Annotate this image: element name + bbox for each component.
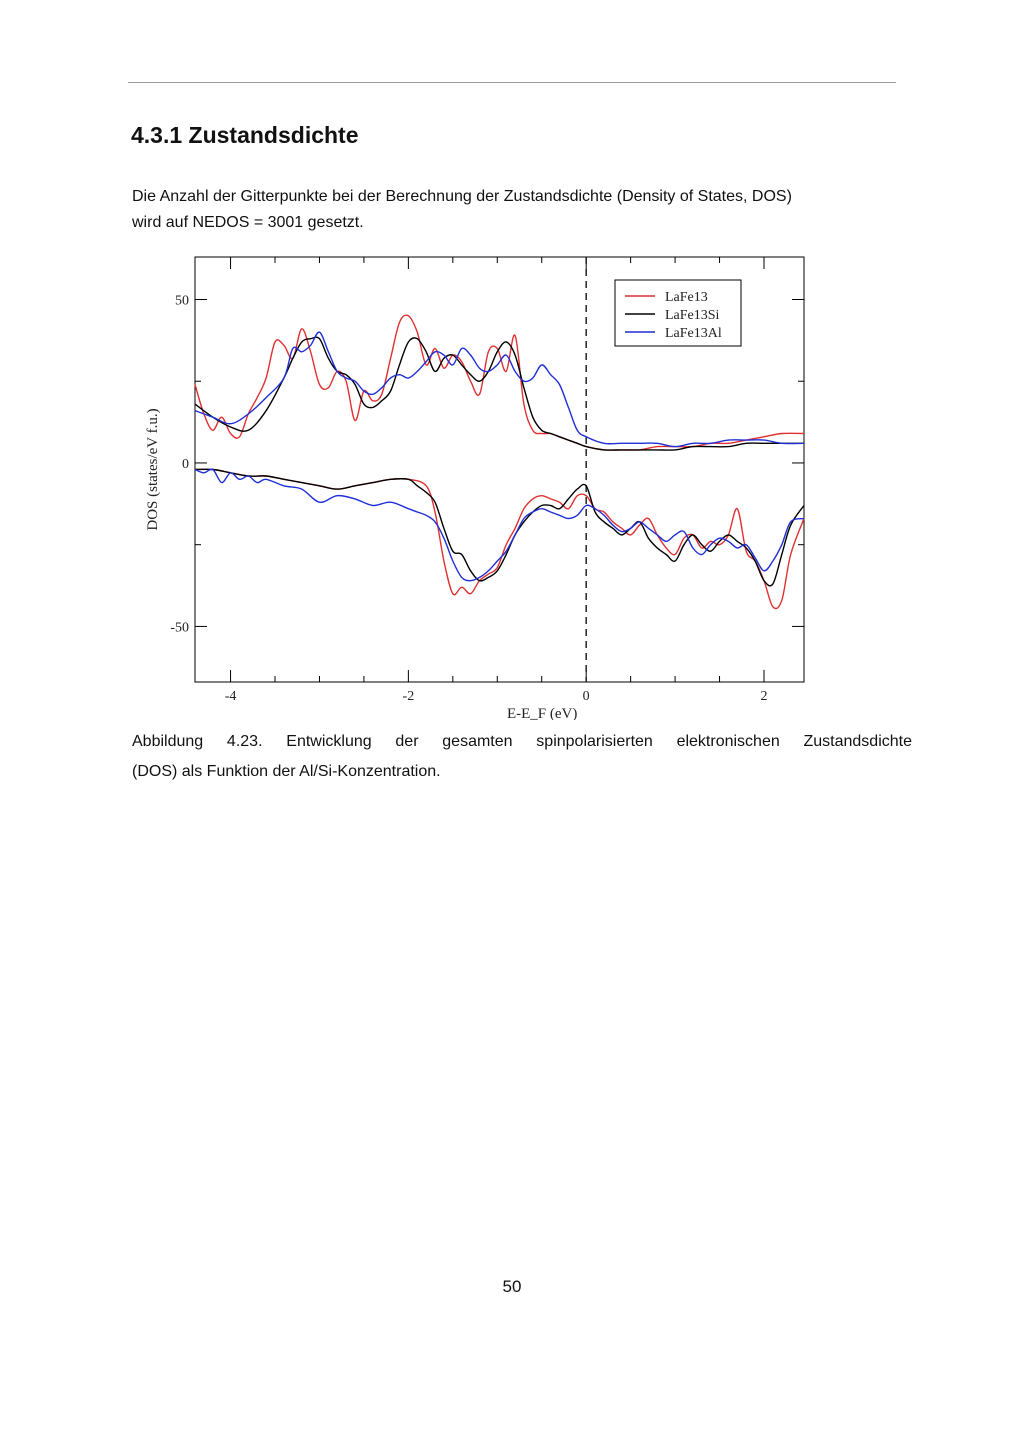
body-paragraph	[132, 184, 912, 236]
y-tick-label: 0	[182, 456, 189, 472]
y-tick-label: -50	[170, 620, 189, 636]
dos-figure	[130, 250, 820, 720]
legend-label: LaFe13	[665, 290, 708, 305]
x-tick-label: -4	[224, 689, 237, 704]
series-line-lafe13-down	[195, 469, 804, 608]
x-tick-label: -2	[402, 689, 415, 704]
y-axis-label: DOS (states/eV f.u.)	[145, 408, 161, 531]
x-tick-label: 2	[760, 689, 768, 704]
paragraph-line-2: wird auf NEDOS = 3001 gesetzt.	[132, 214, 364, 231]
paragraph-line-1: Die Anzahl der Gitterpunkte bei der Berechnung der Zustandsdichte (Density of States, DOS)	[132, 188, 792, 205]
caption-line-2: (DOS) als Funktion der Al/Si-Konzentration.	[132, 763, 441, 780]
legend-label: LaFe13Al	[665, 326, 722, 341]
dos-chart	[130, 250, 820, 720]
y-tick-label: 50	[175, 293, 189, 309]
page-number: 50	[502, 1277, 522, 1296]
figure-caption	[132, 727, 912, 787]
x-axis-label: E-E_F (eV)	[506, 706, 578, 720]
header-rule	[128, 82, 896, 83]
x-tick-label: 0	[582, 689, 590, 704]
section-heading: 4.3.1 Zustandsdichte	[131, 122, 359, 148]
legend-label: LaFe13Si	[665, 308, 720, 323]
caption-line-1: Abbildung 4.23. Entwicklung der gesamten spinpolarisierten elektronischen Zustandsdichte	[132, 733, 912, 750]
